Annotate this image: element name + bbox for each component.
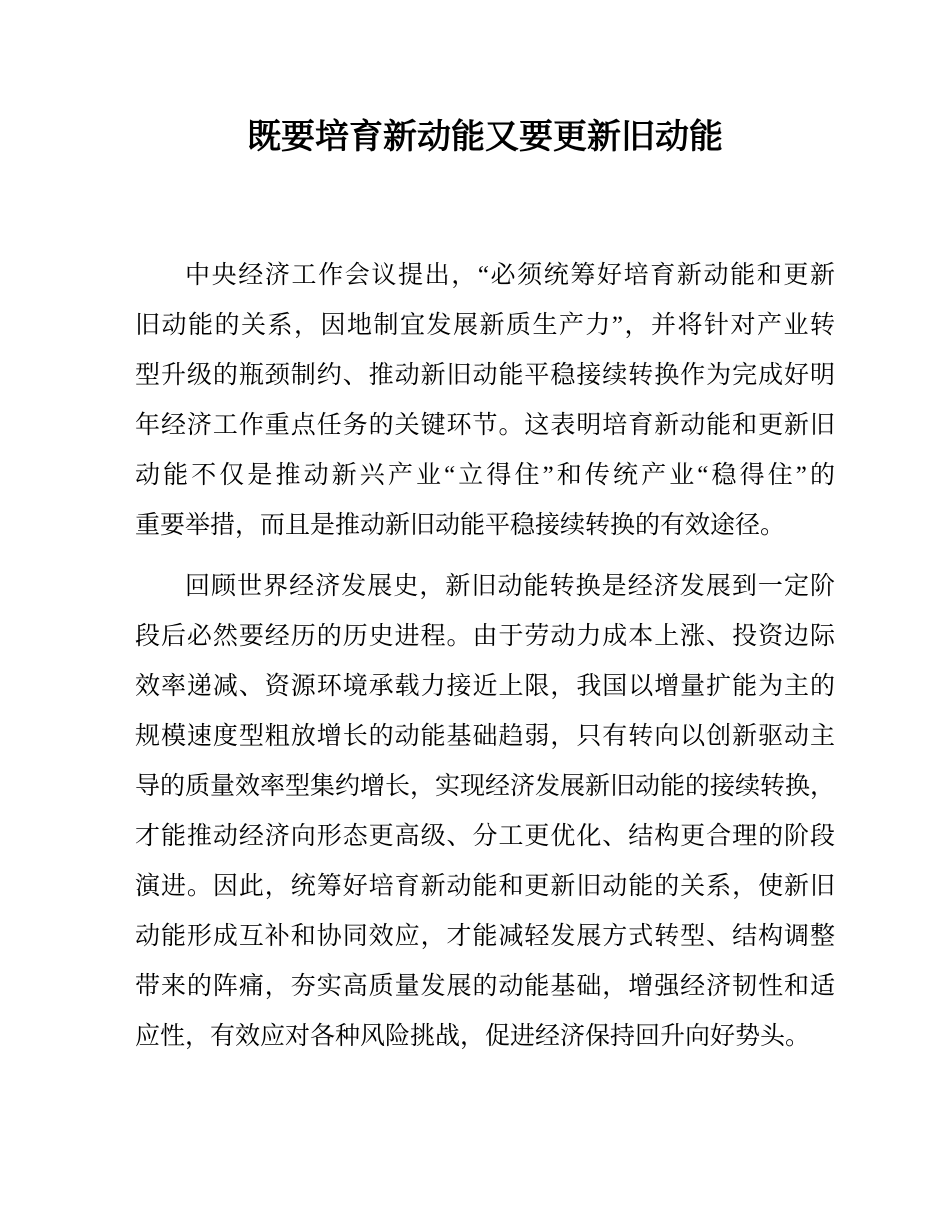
paragraph xyxy=(135,251,835,551)
document-title: 既要培育新动能又要更新旧动能 xyxy=(247,119,723,156)
paragraph xyxy=(135,562,835,1062)
document-body xyxy=(135,251,835,1062)
text-line: 旧动能的关系，因地制宜发展新质生产力”，并将针对产业转 xyxy=(135,312,835,339)
text-line: 回顾世界经济发展史，新旧动能转换是经济发展到一定阶 xyxy=(185,573,835,600)
text-line: 应性，有效应对各种风险挑战，促进经济保持回升向好势头。 xyxy=(135,1023,811,1050)
text-line: 才能推动经济向形态更高级、分工更优化、结构更合理的阶段 xyxy=(135,823,835,850)
text-line: 段后必然要经历的历史进程。由于劳动力成本上涨、投资边际 xyxy=(135,623,835,650)
text-line: 动能形成互补和协同效应，才能减轻发展方式转型、结构调整 xyxy=(135,923,835,950)
text-line: 重要举措，而且是推动新旧动能平稳接续转换的有效途径。 xyxy=(135,512,786,539)
text-line: 型升级的瓶颈制约、推动新旧动能平稳接续转换作为完成好明 xyxy=(135,362,835,389)
text-line: 演进。因此，统筹好培育新动能和更新旧动能的关系，使新旧 xyxy=(135,873,835,900)
text-line: 导的质量效率型集约增长，实现经济发展新旧动能的接续转换， xyxy=(135,773,836,800)
text-line: 规模速度型粗放增长的动能基础趋弱，只有转向以创新驱动主 xyxy=(135,723,835,750)
text-line: 动能不仅是推动新兴产业“立得住”和传统产业“稳得住”的 xyxy=(135,462,835,489)
text-line: 效率递减、资源环境承载力接近上限，我国以增量扩能为主的 xyxy=(135,673,835,700)
text-line: 年经济工作重点任务的关键环节。这表明培育新动能和更新旧 xyxy=(135,412,835,439)
text-line: 带来的阵痛，夯实高质量发展的动能基础，增强经济韧性和适 xyxy=(135,973,835,1000)
text-line: 中央经济工作会议提出，“必须统筹好培育新动能和更新 xyxy=(185,262,835,289)
